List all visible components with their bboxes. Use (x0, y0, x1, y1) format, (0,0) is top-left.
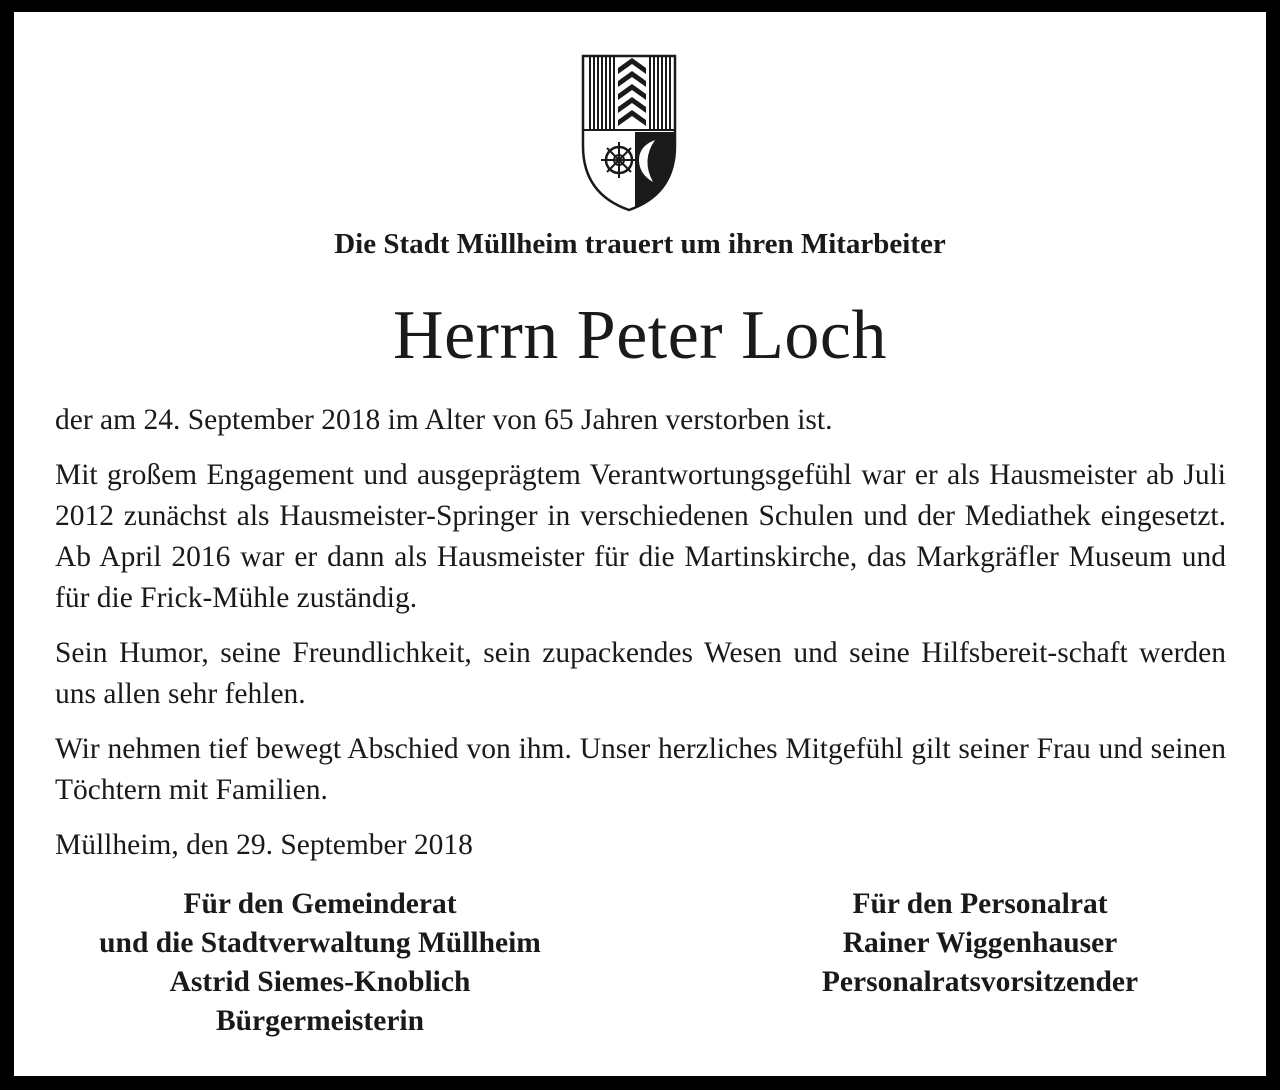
notice-body (55, 400, 1226, 880)
paragraph-death-date: der am 24. September 2018 im Alter von 65 Jahren verstorben ist. (55, 404, 833, 436)
coat-of-arms-icon (581, 54, 677, 212)
paragraph-condolence: Wir nehmen tief bewegt Abschied von ihm. Unser herzliches Mitgefühl gilt seiner Frau und seinen Töchtern mit Familien. (55, 733, 1226, 806)
signature-block-staff-council (774, 885, 1186, 1002)
signatory-name: Astrid Siemes-Knoblich (169, 966, 471, 998)
signatory-name: Rainer Wiggenhauser (842, 927, 1118, 959)
deceased-name: Herrn Peter Loch (393, 297, 887, 374)
signatory-title: Personalratsvorsitzender (821, 966, 1139, 998)
paragraph-character: Sein Humor, seine Freundlichkeit, sein zupackendes Wesen und seine Hilfsbereit-schaft werden uns allen sehr fehlen. (55, 637, 1226, 710)
signature-block-council (54, 885, 586, 1041)
signature-line: Für den Personalrat (852, 888, 1108, 920)
intro-line: Die Stadt Müllheim trauert um ihren Mitarbeiter (334, 228, 946, 260)
signatory-title: Bürgermeisterin (215, 1005, 425, 1037)
place-date: Müllheim, den 29. September 2018 (55, 829, 473, 861)
signature-line: Für den Gemeinderat (183, 888, 457, 920)
paragraph-career: Mit großem Engagement und ausgeprägtem Verantwortungsgefühl war er als Hausmeister ab Juli 2012 zunächst als Hausmeister-Springer in verschiedenen Schulen und der Mediathek eingesetzt. Ab April 2016 war er dann als Hausmeister für die Martinskirche, das Markgräfler Museum und für die Frick-Mühle zuständig. (55, 459, 1226, 614)
obituary-notice (14, 12, 1266, 1076)
signature-line: und die Stadtverwaltung Müllheim (99, 927, 541, 959)
